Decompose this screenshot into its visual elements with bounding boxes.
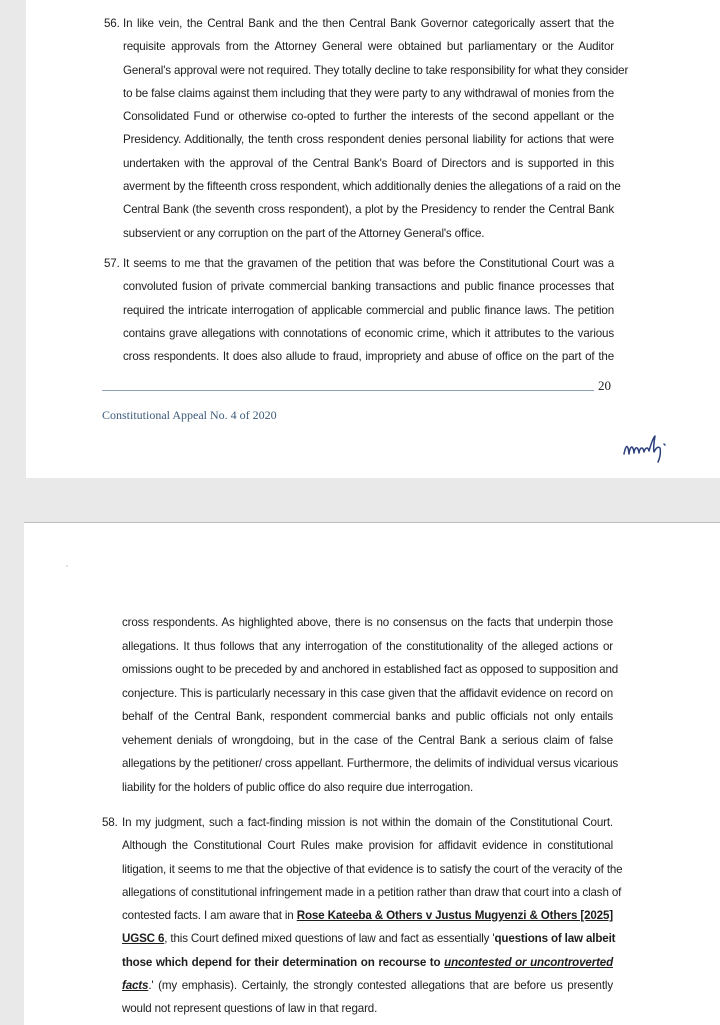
text-line: subservient or any corruption on the part of the Attorney General's office. [123, 226, 485, 240]
text-line: undertaken with the approval of the Central Bank's Board of Directors and is supported in this [123, 156, 614, 170]
text-line: averment by the fifteenth cross respondent, which additionally denies the allegations of a raid on the [123, 180, 621, 194]
text-line: vehement denials of wrongdoing, but in the case of the Central Bank a serious claim of false [122, 733, 613, 747]
paragraph-56 [104, 12, 629, 245]
text-line: conjecture. This is particularly necessary in this case given that the affidavit evidence on record on [122, 686, 613, 700]
footer-case-reference: Constitutional Appeal No. 4 of 2020 [102, 408, 277, 422]
text-line [122, 974, 613, 997]
text-line: litigation, it seems to me that the objective of that evidence is to satisfy the court of the veracity of the [122, 862, 623, 876]
text-line: allegations by the petitioner/ cross appellant. Furthermore, the delimits of individual versus vicarious [122, 757, 619, 770]
text-line [122, 904, 613, 927]
text-line: allegations of constitutional infringement made in a petition rather than draw that court into a clash of [122, 885, 622, 899]
text-line: cross respondents. As highlighted above, there is no consensus on the facts that underpin those [122, 616, 613, 629]
text-line: required the intricate interrogation of applicable commercial and public finance laws. The petition [123, 303, 614, 317]
footer-rule [102, 390, 594, 391]
text-line: Although the Constitutional Court Rules make provision for affidavit evidence in constitutional [122, 839, 613, 853]
text-line: allegations. It thus follows that any interrogation of the constitutionality of the alleged actions or [122, 639, 613, 653]
text-line: It seems to me that the gravamen of the petition that was before the Constitutional Court was a [123, 257, 614, 270]
signature-initials [620, 430, 690, 466]
text-line: liability for the holders of public office do also require due interrogation. [122, 780, 474, 794]
case-citation: Rose Kateeba & Others v Justus Mugyenzi & Others [2025] [296, 909, 613, 923]
text-line: In my judgment, such a fact-finding mission is not within the domain of the Constitutional Court. [122, 816, 613, 829]
text-run: .' (my emphasis). Certainly, the strongly contested allegations that are before us presently [148, 979, 613, 993]
text-line: General's approval were not required. They totally decline to take responsibility for what they consider [123, 63, 629, 77]
text-line: requisite approvals from the Attorney General were obtained but parliamentary or the Auditor [123, 40, 614, 54]
text-line: Central Bank (the seventh cross respondent), a plot by the Presidency to render the Central Bank [123, 203, 614, 217]
paragraph-57-continued [122, 611, 619, 799]
paragraph-number: 58. [102, 816, 118, 829]
paragraph-number: 57. [104, 257, 120, 270]
text-line: contains grave allegations with connotations of economic crime, which it attributes to the various [123, 326, 614, 340]
text-line: convoluted fusion of private commercial banking transactions and public finance processes that [123, 280, 614, 294]
quoted-emphasis: those which depend for their determination on recourse to [122, 955, 445, 969]
document-page-20 [26, 0, 720, 478]
text-run: , this Court defined mixed questions of law and fact as essentially ' [164, 932, 495, 946]
paragraph-number: 56. [104, 17, 120, 30]
page-number: 20 [598, 378, 611, 393]
quoted-emphasis: questions of law albeit [494, 932, 616, 946]
paragraph-58 [102, 811, 623, 1021]
document-page-21 [24, 522, 720, 1025]
quoted-emphasis-underlined: uncontested or uncontroverted [444, 955, 614, 969]
text-line: behalf of the Central Bank, respondent commercial banks and public officials not only entails [122, 710, 613, 723]
text-line: In like vein, the Central Bank and the then Central Bank Governor categorically assert that the [123, 17, 614, 30]
text-line: cross respondents. It does also allude to fraud, impropriety and abuse of office on the part of the [123, 350, 614, 364]
text-line: Consolidated Fund or otherwise co-opted to further the interests of the second appellant or the [123, 110, 614, 124]
text-line: would not represent questions of law in that regard. [122, 1002, 378, 1016]
paragraph-57 [104, 252, 614, 368]
text-run: contested facts. I am aware that in [122, 909, 297, 923]
case-citation: UGSC 6 [122, 932, 165, 946]
text-line [122, 951, 613, 974]
text-line [122, 927, 616, 950]
text-line: Presidency. Additionally, the tenth cross respondent denies personal liability for actions that were [123, 133, 614, 147]
text-line: to be false claims against them including that they were party to any withdrawal of monies from the [123, 86, 614, 100]
scan-speck [66, 565, 68, 567]
text-line: omissions ought to be preceded by and anchored in established fact as opposed to supposition and [122, 663, 619, 676]
quoted-emphasis-underlined: facts [122, 979, 149, 993]
